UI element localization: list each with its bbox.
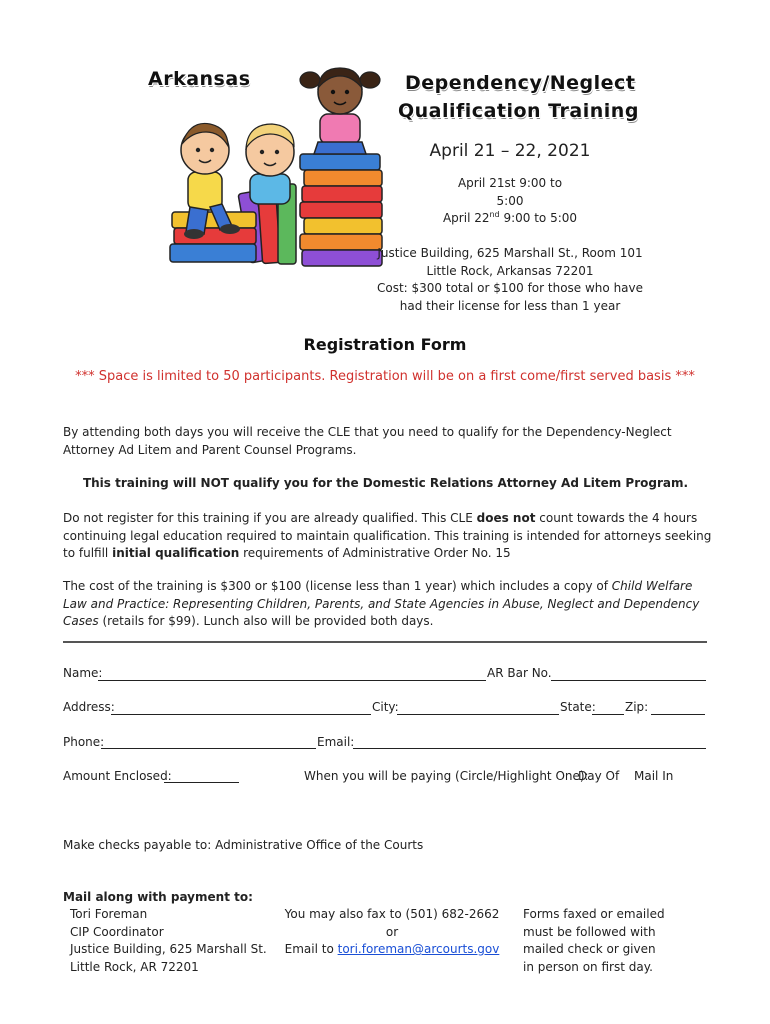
zip-label: Zip: xyxy=(625,700,649,714)
address-field[interactable] xyxy=(111,714,371,715)
para3-c: (retails for $99). Lunch also will be provided both days. xyxy=(98,614,434,628)
state-field[interactable] xyxy=(592,714,624,715)
mail-line-1: Tori Foreman xyxy=(70,907,148,921)
book-stack-right xyxy=(300,154,382,266)
fax-line: You may also fax to (501) 682-2662 xyxy=(284,907,500,921)
cost-line2: had their license for less than 1 year xyxy=(399,298,621,313)
fax-note-3: mailed check or given xyxy=(523,942,656,956)
fax-note-1: Forms faxed or emailed xyxy=(523,907,665,921)
training-dates: April 21 – 22, 2021 xyxy=(429,141,591,161)
para3-a: The cost of the training is $300 or $100 (license less than 1 year) which includes a copy of xyxy=(63,579,612,593)
form-title: Registration Form xyxy=(303,335,467,354)
para2-c: count towards the 4 hours continuing legal education required to maintain qualification. This training is intended for attorneys seeking to fulfill xyxy=(63,511,712,560)
email-line xyxy=(282,941,502,959)
email-label: Email: xyxy=(317,735,355,749)
bar-no-field[interactable] xyxy=(551,680,706,681)
paying-label: When you will be paying (Circle/Highlight One): xyxy=(304,769,589,783)
name-field[interactable] xyxy=(98,680,486,681)
eligibility-paragraph xyxy=(63,510,713,563)
capacity-notice: *** Space is limited to 50 participants. Registration will be on a first come/first served basis *** xyxy=(75,369,695,384)
boy-middle xyxy=(246,124,294,204)
cost-line1: Cost: $300 total or $100 for those who have xyxy=(376,281,644,295)
day2-sup: nd xyxy=(489,210,500,219)
book-stack-left xyxy=(170,212,256,262)
girl-top xyxy=(300,68,380,154)
venue: Justice Building, 625 Marshall St., Room 101 xyxy=(377,246,643,260)
org-title: Arkansas xyxy=(148,68,251,90)
address-label: Address: xyxy=(63,700,115,714)
cost-paragraph xyxy=(63,578,713,631)
phone-label: Phone: xyxy=(63,735,105,749)
divider xyxy=(63,641,707,643)
day2-prefix: April 22 xyxy=(442,211,490,225)
day1-time-a: April 21st 9:00 to xyxy=(457,176,563,190)
kids-books-illustration xyxy=(160,62,395,267)
day2-suffix: 9:00 to 5:00 xyxy=(499,211,578,225)
para3-b: Child Welfare Law and Practice: Representing Children, Parents, and State Agencies in Abuse, Neglect and Dependency Cases xyxy=(63,579,700,628)
fax-note-4: in person on first day. xyxy=(523,959,653,974)
option-day-of[interactable]: Day Of xyxy=(578,769,620,783)
training-title-line2: Qualification Training xyxy=(398,100,639,122)
fax-note xyxy=(523,906,713,976)
state-label: State: xyxy=(560,700,596,714)
day1-time-b: 5:00 xyxy=(496,193,524,208)
email-field[interactable] xyxy=(353,748,706,749)
amount-field[interactable] xyxy=(164,782,239,783)
email-link[interactable]: tori.foreman@arcourts.gov xyxy=(337,942,500,956)
training-title-line1: Dependency/Neglect xyxy=(405,72,636,94)
schedule xyxy=(385,175,635,228)
para2-d: initial qualification xyxy=(112,546,240,560)
checks-payable: Make checks payable to: Administrative Office of the Courts xyxy=(63,838,424,852)
fax-note-2: must be followed with xyxy=(523,924,656,939)
venue-city: Little Rock, Arkansas 72201 xyxy=(426,263,594,278)
mail-heading: Mail along with payment to: xyxy=(63,890,253,904)
zip-field[interactable] xyxy=(651,714,705,715)
fax-email-block xyxy=(282,906,502,959)
para2-e: requirements of Administrative Order No. 15 xyxy=(239,546,511,560)
venue-info xyxy=(375,245,645,315)
para2-a: Do not register for this training if you are already qualified. This CLE xyxy=(63,511,477,525)
city-label: City: xyxy=(372,700,399,714)
cle-paragraph: By attending both days you will receive the CLE that you need to qualify for the Dependency-Neglect Attorney Ad Litem and Parent Counsel Programs. xyxy=(63,425,672,457)
phone-field[interactable] xyxy=(101,748,316,749)
amount-label: Amount Enclosed: xyxy=(63,769,172,783)
name-label: Name: xyxy=(63,666,103,680)
mail-line-3: Justice Building, 625 Marshall St. xyxy=(70,942,267,956)
mail-line-2: CIP Coordinator xyxy=(70,924,164,939)
warning-text: This training will NOT qualify you for the Domestic Relations Attorney Ad Litem Program. xyxy=(82,476,689,490)
email-prefix: Email to xyxy=(284,942,338,956)
day2-time xyxy=(385,210,635,228)
para2-b: does not xyxy=(476,511,536,525)
mail-address xyxy=(70,906,290,976)
or-text: or xyxy=(385,924,399,939)
bar-no-label: AR Bar No. xyxy=(487,666,552,680)
mail-line-4: Little Rock, AR 72201 xyxy=(70,959,199,974)
city-field[interactable] xyxy=(397,714,559,715)
option-mail-in[interactable]: Mail In xyxy=(634,769,674,783)
